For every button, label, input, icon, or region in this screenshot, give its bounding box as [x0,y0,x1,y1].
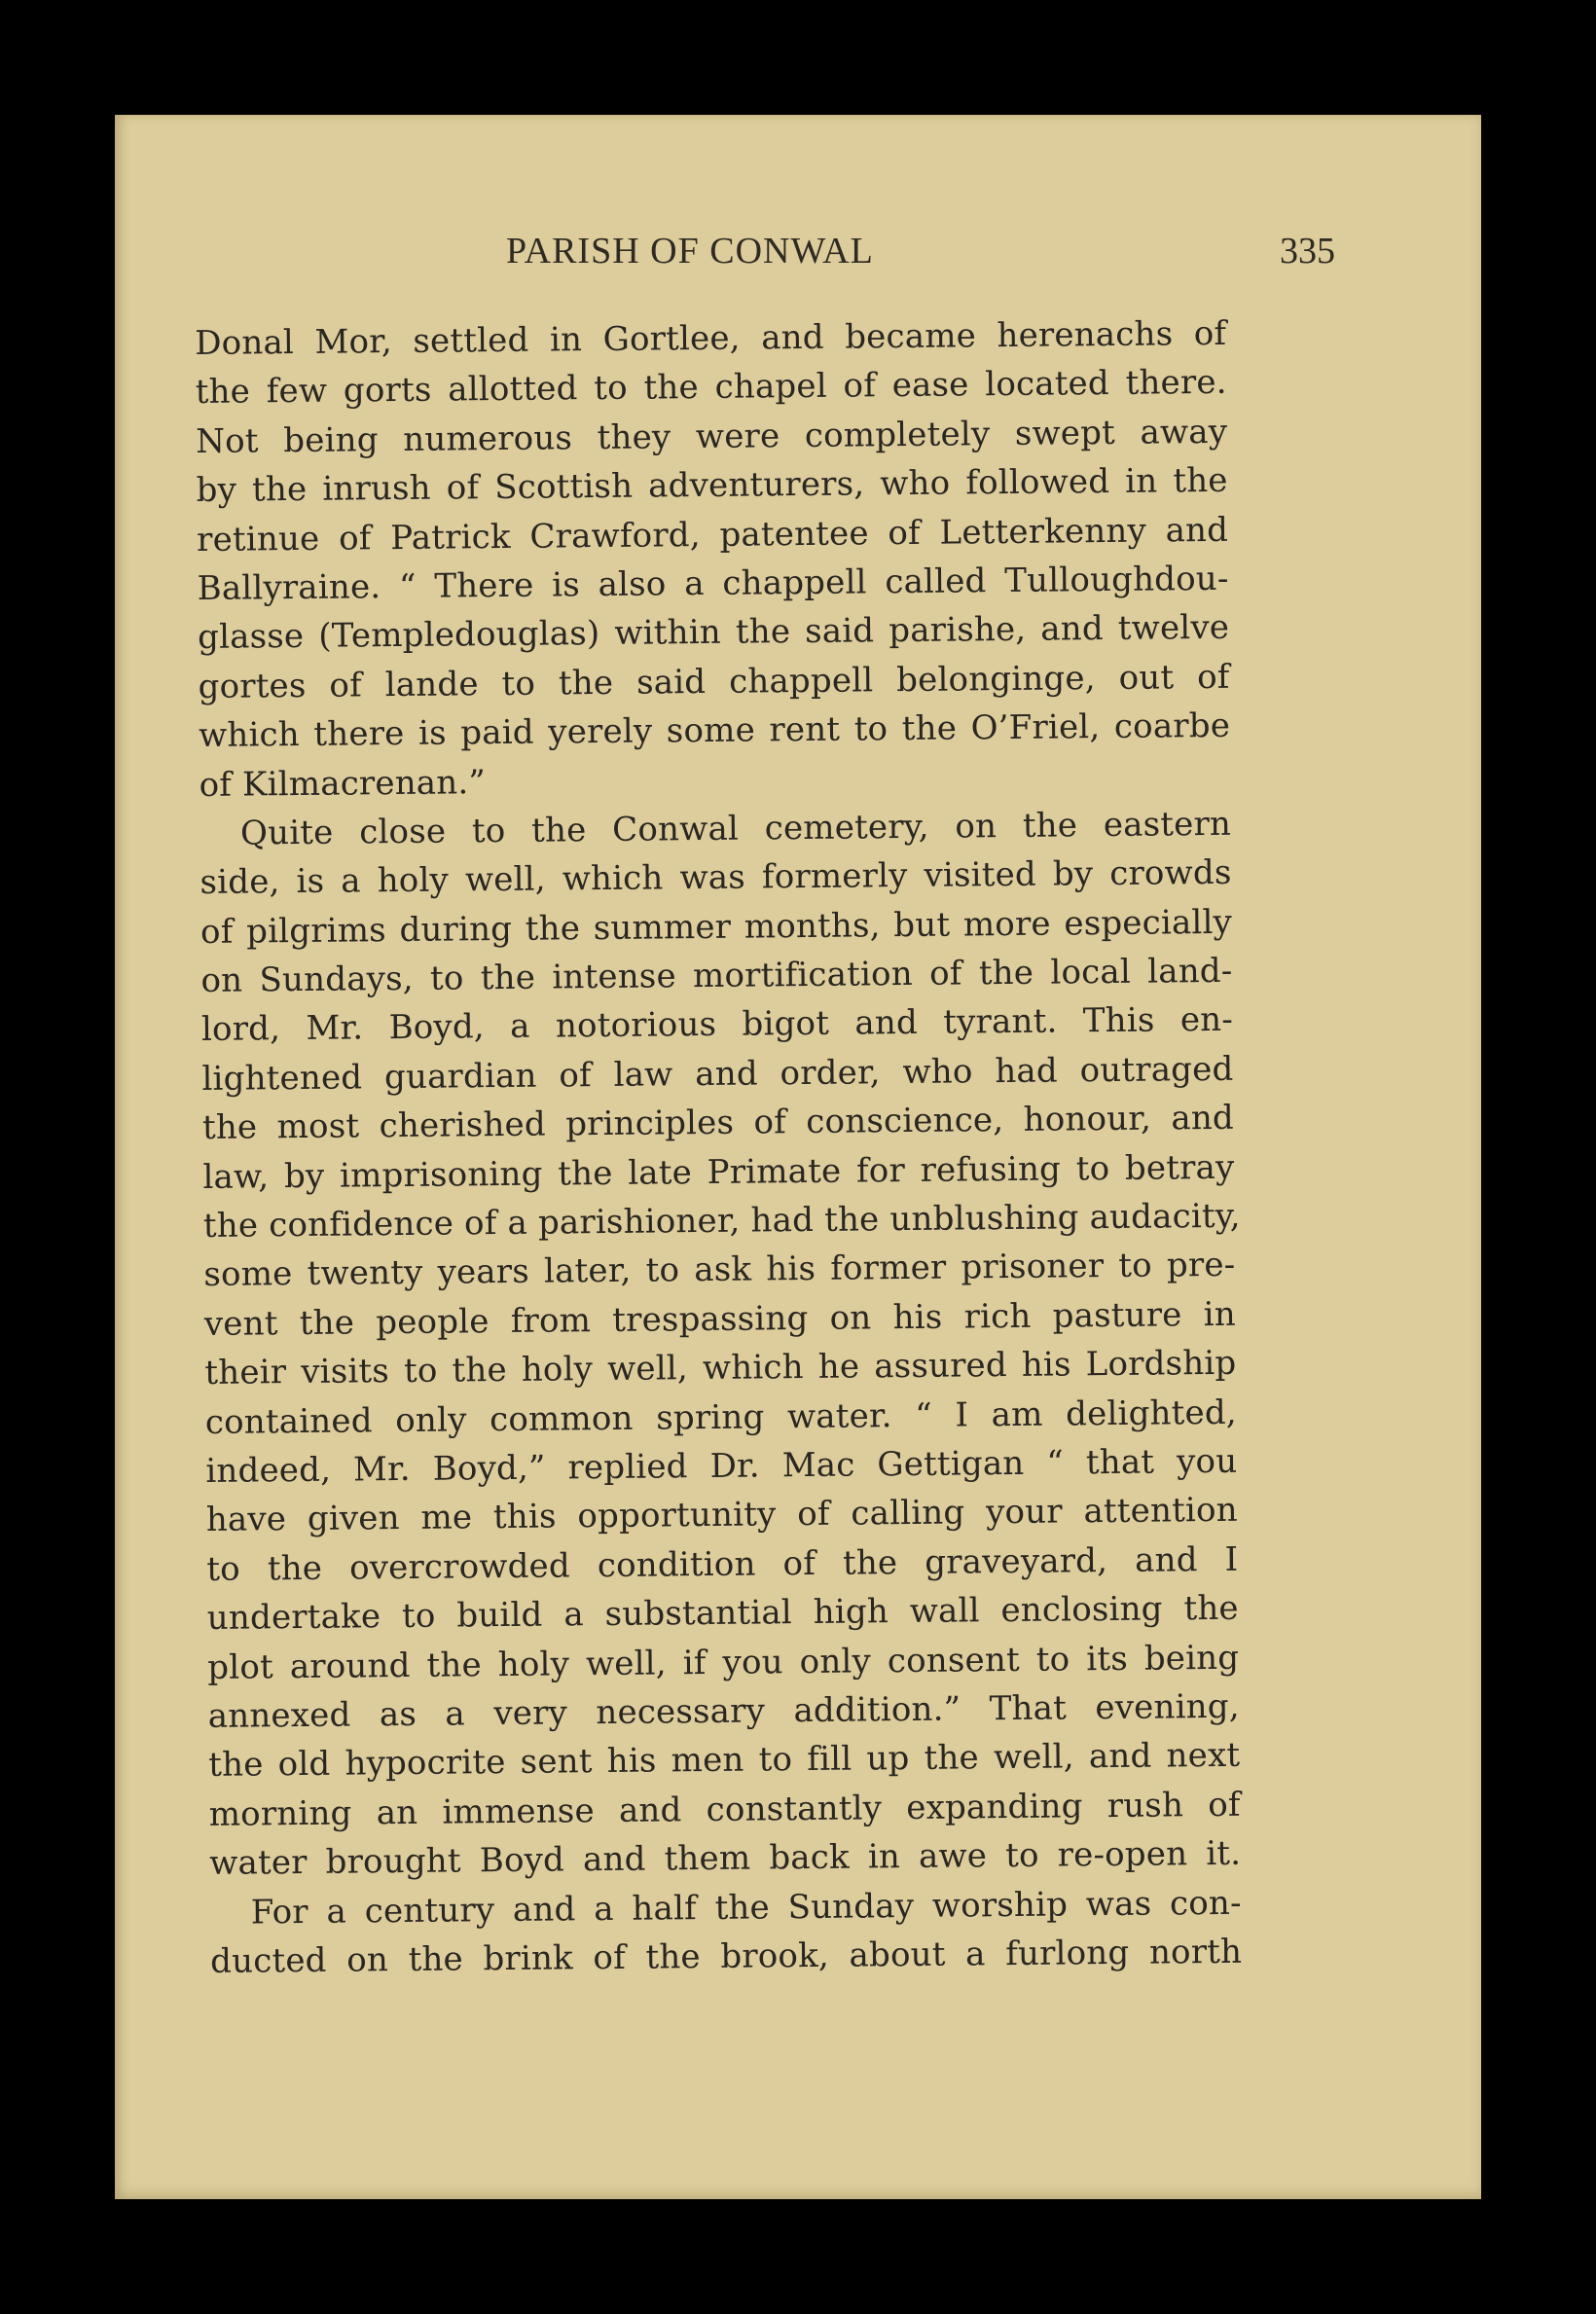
text-line: vent the people from trespassing on his rich pasture in [203,1294,1237,1344]
text-line: lightened guardian of law and order, who had outraged [201,1049,1234,1099]
text-line: indeed, Mr. Boyd,” replied Dr. Mac Gettigan “ that you [205,1441,1238,1491]
page-number: 335 [1280,231,1335,271]
text-line: of Kilmacrenan.” [199,762,487,805]
text-line: contained only common spring water. “ I am delighted, [204,1392,1238,1442]
text-line: ducted on the brink of the brook, about a furlong north [210,1932,1243,1981]
text-line: law, by imprisoning the late Primate for refusing to betray [202,1147,1235,1197]
text-line: some twenty years later, to ask his former prisoner to pre- [203,1246,1236,1295]
text-line: have given me this opportunity of calling your attention [205,1491,1238,1540]
text-line: of pilgrims during the summer months, but more especially [200,902,1233,952]
text-line: undertake to build a substantial high wall enclosing the [206,1588,1239,1639]
text-line: side, is a holy well, which was formerly visited by crowds [200,853,1232,903]
page-header [195,230,1335,288]
book-page [115,115,1481,2199]
text-line: annexed as a very necessary addition.” That evening, [207,1686,1240,1736]
text-line: glasse (Templedouglas) within the said parishe, and twelve [197,608,1230,658]
text-line: Quite close to the Conwal cemetery, on the eastern [239,804,1232,853]
body-text [195,309,1242,1986]
text-line: on Sundays, to the intense mortification of the local land- [200,951,1233,1001]
text-line: lord, Mr. Boyd, a notorious bigot and tyrant. This en- [200,1000,1234,1050]
text-line: For a century and a half the Sunday worship was con- [250,1883,1242,1933]
text-line: the few gorts allotted to the chapel of ease located there. [195,363,1227,413]
text-line: plot around the holy well, if you only consent to its being [207,1638,1240,1687]
text-line: to the overcrowded condition of the graveyard, and I [206,1539,1239,1589]
text-line: retinue of Patrick Crawford, patentee of Letterkenny and [196,510,1229,560]
text-line: their visits to the holy well, which he assured his Lordship [204,1343,1237,1393]
text-line: which there is paid yerely some rent to the O’Friel, coarbe [198,705,1231,756]
text-line: Donal Mor, settled in Gortlee, and became herenachs of [195,313,1227,363]
text-line: Ballyraine. “ There is also a chappell called Tulloughdou- [197,559,1229,608]
text-line: the most cherished principles of conscience, honour, and [201,1099,1235,1148]
text-line: water brought Boyd and them back in awe to re-open it. [209,1833,1242,1884]
text-line: gortes of lande to the said chappell belonginge, out of [198,657,1230,706]
text-line: Not being numerous they were completely swept away [196,412,1228,461]
running-title: PARISH OF CONWAL [506,231,874,271]
text-line: the old hypocrite sent his men to fill up the well, and next [208,1736,1241,1786]
text-line: the confidence of a parishioner, had the unblushing audacity, [202,1196,1241,1246]
text-line: morning an immense and constantly expanding rush of [208,1785,1241,1834]
text-line: by the inrush of Scottish adventurers, who followed in the [196,460,1228,511]
